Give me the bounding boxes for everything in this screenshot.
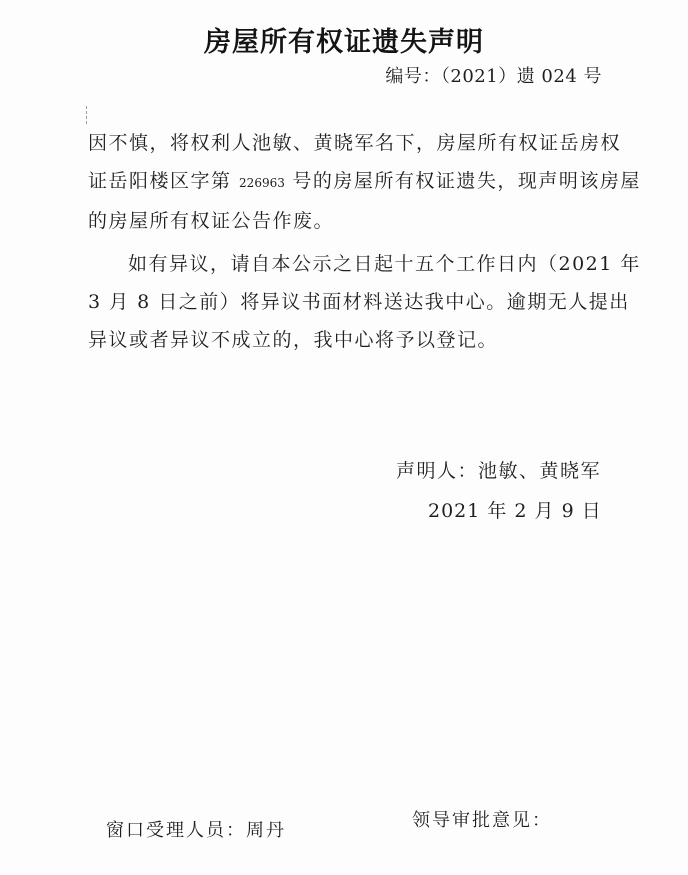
certificate-number: 226963 <box>239 176 285 190</box>
margin-mark <box>86 106 89 124</box>
paragraph-line: 3 月 8 日之前）将异议书面材料送达我中心。逾期无人提出 <box>88 291 630 313</box>
document-number: 编号：（2021）遗 024 号 <box>385 66 602 87</box>
paragraph-line: 因不慎，将权利人池敏、黄晓军名下，房屋所有权证岳房权 <box>88 132 622 154</box>
objection-paragraph <box>88 245 641 359</box>
statement-paragraph <box>88 124 641 240</box>
leader-opinion-label: 领导审批意见： <box>412 810 552 831</box>
paragraph-line: 如有异议，请自本公示之日起十五个工作日内（2021 年 <box>128 253 641 275</box>
declaration-date: 2021 年 2 月 9 日 <box>428 500 602 522</box>
declarant-line: 声明人：池敏、黄晓军 <box>396 460 602 482</box>
paragraph-line: 异议或者异议不成立的，我中心将予以登记。 <box>88 329 499 351</box>
window-staff-label: 窗口受理人员：周丹 <box>106 820 286 841</box>
paragraph-text: 号的房屋所有权证遗失，现声明该房屋 <box>284 170 641 192</box>
paragraph-text: 证岳阳楼区字第 <box>88 170 240 192</box>
document-title: 房屋所有权证遗失声明 <box>204 27 484 58</box>
paragraph-line <box>88 162 641 202</box>
paragraph-line: 的房屋所有权证公告作废。 <box>88 210 335 232</box>
